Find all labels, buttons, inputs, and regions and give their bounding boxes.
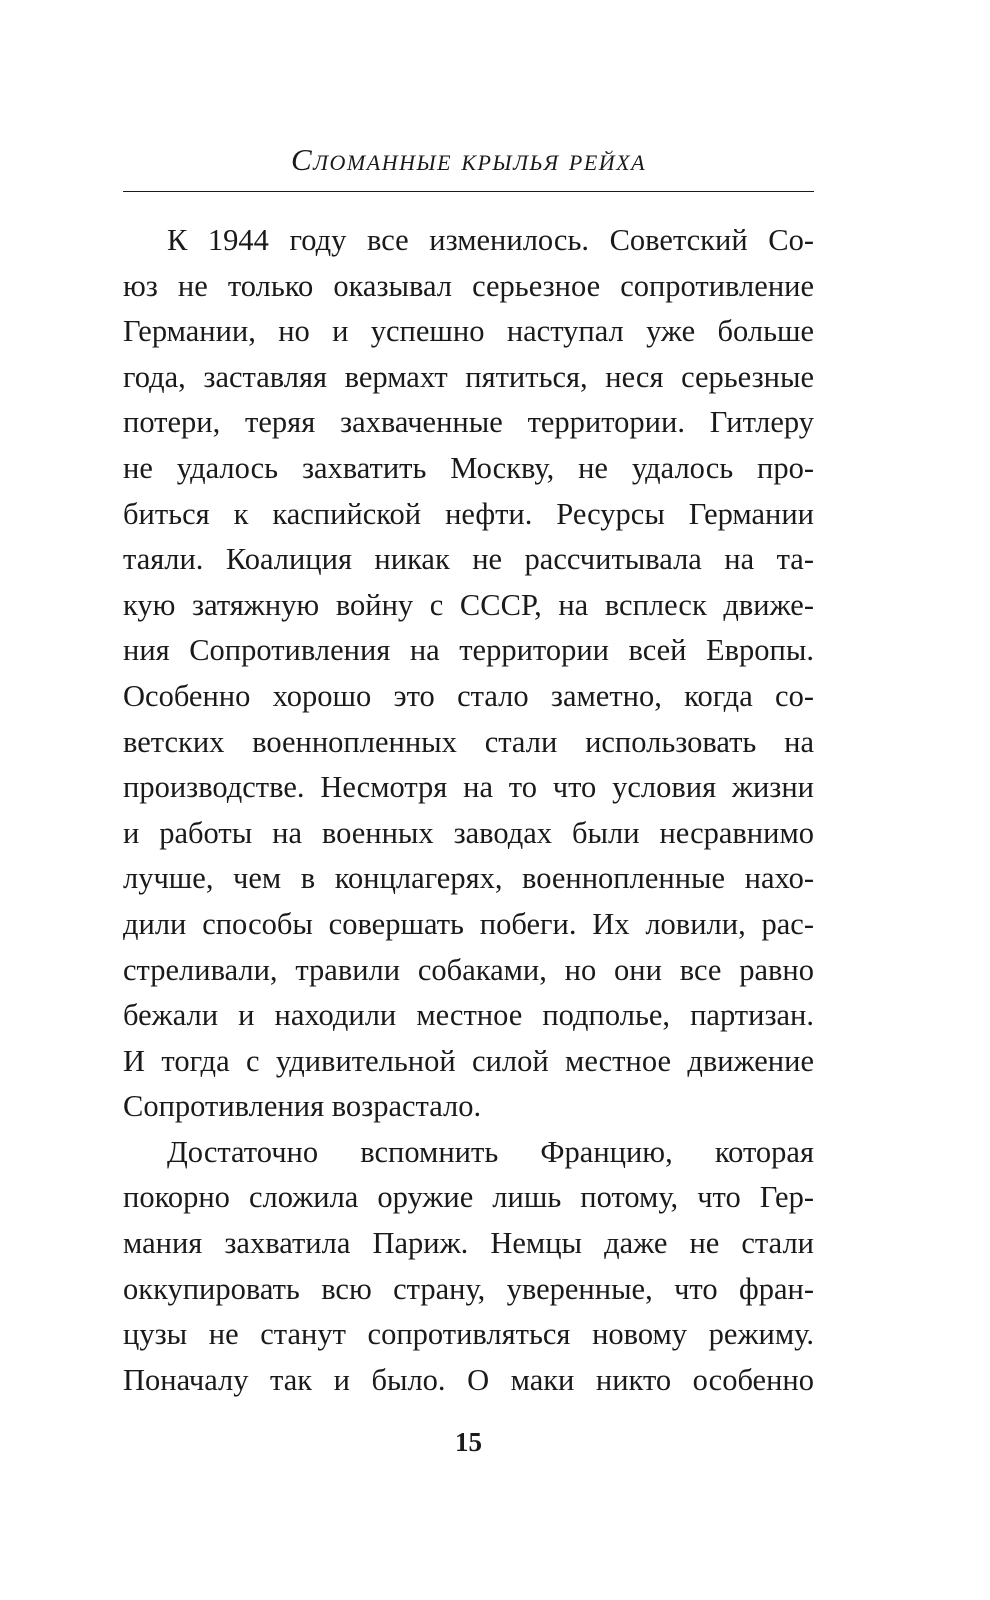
- text-line: юз не только оказывал серьезное сопротивление: [123, 268, 814, 303]
- text-line: К 1944 году все изменилось. Советский Со-: [167, 223, 814, 257]
- text-line: лучше, чем в концлагерях, военнопленные нахо-: [123, 861, 814, 896]
- text-line: покорно сложила оружие лишь потому, что Гер-: [123, 1180, 814, 1215]
- text-line: Сопротивления возрастало.: [123, 1089, 482, 1124]
- text-line: и работы на военных заводах были несравнимо: [123, 815, 814, 850]
- text-line: кую затяжную войну с СССР, на всплеск движе-: [123, 587, 814, 622]
- text-line: мания захватила Париж. Немцы даже не стали: [123, 1226, 814, 1261]
- text-line: ветских военнопленных стали использовать на: [123, 724, 814, 759]
- text-line: ния Сопротивления на территории всей Европы.: [123, 633, 814, 668]
- text-line: таяли. Коалиция никак не рассчитывала на та-: [123, 542, 814, 577]
- text-line: производстве. Несмотря на то что условия жизни: [123, 770, 814, 805]
- text-line: потери, теряя захваченные территории. Гитлеру: [123, 405, 814, 440]
- text-line: года, заставляя вермахт пятиться, неся серьезные: [123, 359, 814, 394]
- text-line: биться к каспийской нефти. Ресурсы Германии: [123, 496, 814, 531]
- text-line: дили способы совершать побеги. Их ловили, рас-: [123, 906, 814, 941]
- text-line: Достаточно вспомнить Францию, которая: [167, 1134, 814, 1169]
- text-line: цузы не станут сопротивляться новому режиму.: [123, 1317, 814, 1352]
- running-head: Сломанные крылья рейха: [290, 142, 647, 177]
- header-rule: [123, 191, 814, 192]
- text-line: оккупировать всю страну, уверенные, что фран-: [123, 1271, 814, 1306]
- text-line: бежали и находили местное подполье, партизан.: [123, 998, 814, 1033]
- text-line: И тогда с удивительной силой местное движение: [123, 1043, 814, 1078]
- text-line: Германии, но и успешно наступал уже больше: [123, 314, 814, 349]
- text-line: стреливали, травили собаками, но они все равно: [123, 952, 814, 987]
- body-text: [123, 218, 814, 1403]
- text-line: Особенно хорошо это стало заметно, когда со-: [123, 678, 814, 713]
- text-line: Поначалу так и было. О маки никто особенно: [123, 1362, 814, 1397]
- page-number: 15: [455, 1427, 482, 1457]
- text-line: не удалось захватить Москву, не удалось про-: [123, 450, 814, 485]
